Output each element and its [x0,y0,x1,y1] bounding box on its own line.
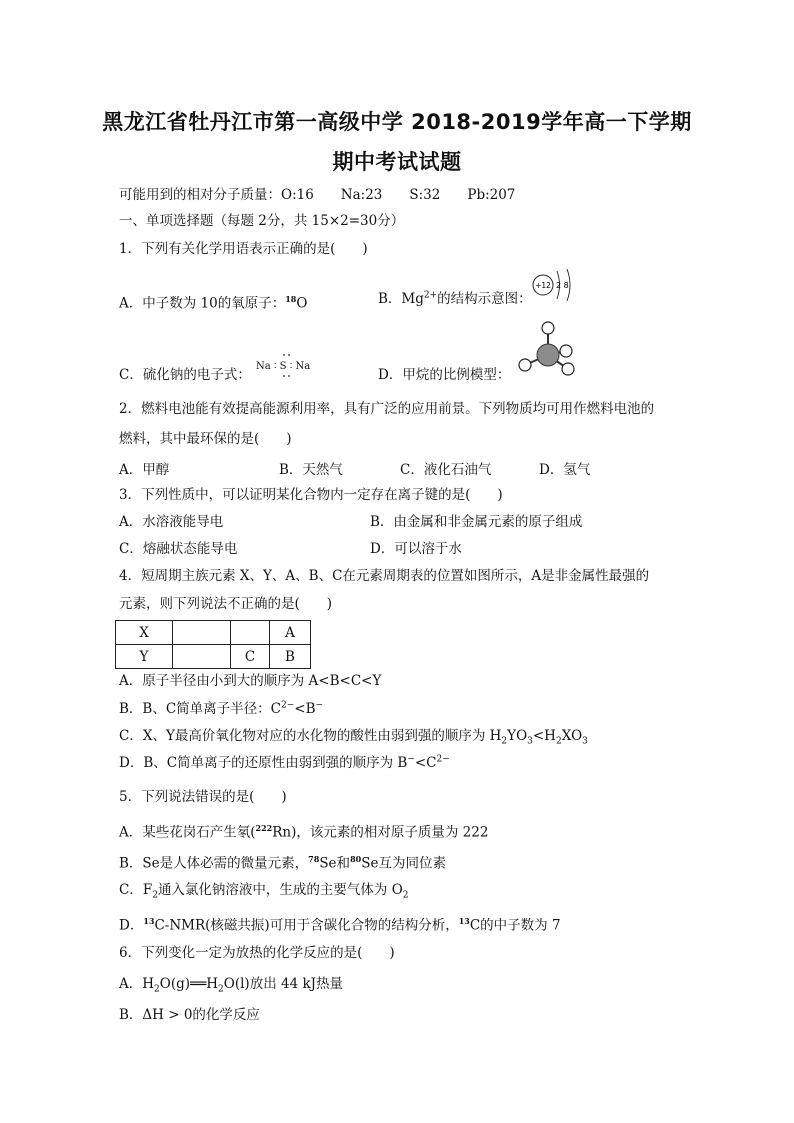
methane-model-image [515,318,580,380]
q5-option-b-mass1: 78 [308,854,320,864]
q6-option-a-post: O(l)放出 44 kJ热量 [223,976,344,992]
q3-stem: 3．下列性质中，可以证明某化合物内一定存在离子键的是( ) [119,487,503,503]
q4-option-c-sub4: 3 [582,736,588,747]
q5-stem: 5．下列说法错误的是( ) [119,789,287,805]
q4-option-b-text: B．B、C简单离子半径：C [119,701,281,717]
grid-cell: X [116,621,173,645]
grid-cell [231,621,270,645]
q4-option-c [119,727,588,745]
mg-electron-shells: 2 8 [556,281,569,290]
q2-option-b: B．天然气 [279,462,343,478]
q5-option-a [119,819,488,842]
q6-stem: 6．下列变化一定为放热的化学反应的是( ) [119,945,395,961]
q1-option-b [378,290,532,308]
na2s-electron-formula: Na ∶ S ∶ Na [256,361,311,372]
q6-option-a-sub2: 2 [218,984,224,995]
q1-option-c-text: C．硫化钠的电子式： [119,367,251,383]
q3-option-a: A．水溶液能导电 [119,514,224,530]
q5-option-a-mass-number: 222 [255,823,273,833]
periodic-table-grid [115,620,311,669]
q1-option-b-charge: 2+ [423,290,438,301]
q4-option-b-mid: <B [294,701,316,717]
q2-option-d: D．氢气 [539,462,591,478]
q1-option-a [119,290,307,313]
q5-option-c-text: C．F [119,882,153,898]
q5-option-d-mass1: 13 [143,916,155,926]
q1-option-c [119,366,251,384]
q2-option-a: A．甲醇 [119,462,170,478]
q5-option-a-text: A．某些花岗石产生氡( [119,824,256,841]
grid-cell: B [270,645,311,669]
grid-cell: Y [116,645,173,669]
q4-option-d-mid: <C [414,755,437,771]
q5-option-b-mass2: 80 [350,854,362,864]
mg-nucleus-charge: +12 [535,281,551,290]
grid-cell: A [270,621,311,645]
q4-option-a: A．原子半径由小到大的顺序为 A<B<C<Y [119,673,382,689]
exam-title-line2: 期中考试试题 [332,150,462,174]
q4-option-b-charge2: − [315,700,324,711]
q5-option-c-sub1: 2 [152,890,158,901]
q4-option-c-mid2: <H [532,728,556,744]
q5-option-d-mass2: 13 [458,916,470,926]
q4-option-b-charge1: 2− [281,700,295,711]
q4-option-d-text: D．B、C简单离子的还原性由弱到强的顺序为 B [119,755,408,771]
mg-ion-structure-diagram [531,265,581,305]
q6-option-a-sub1: 2 [154,984,160,995]
q4-option-d [119,754,450,772]
grid-row [116,621,311,645]
grid-row [116,645,311,669]
q4-option-d-charge2: 2− [436,754,450,765]
q5-option-d-mid: C-NMR(核磁共振)可用于含碳化合物的结构分析， [154,917,459,934]
q1-option-b-tail: 的结构示意图： [437,291,532,307]
q4-option-c-sub1: 2 [501,736,508,747]
q5-option-b [119,850,446,873]
q1-option-d [378,366,510,384]
q4-option-b [119,700,323,718]
q6-option-b: B．ΔH > 0的化学反应 [119,1007,260,1023]
q4-option-c-mid1: YO [507,728,528,744]
q6-option-a-text: A．H [119,976,155,992]
q2-stem-line2: 燃料，其中最环保的是( ) [119,431,292,447]
q5-option-c [119,881,409,899]
q2-stem-line1: 2．燃料电池能有效提高能源利用率，具有广泛的应用前景。下列物质均可用作燃料电池的 [119,401,655,417]
q1-option-a-mass-number: 18 [285,294,297,304]
q1-stem: 1．下列有关化学用语表示正确的是( ) [119,241,368,257]
q5-option-d-post: C的中子数为 7 [469,917,561,934]
q3-option-d: D．可以溶于水 [370,541,462,557]
q5-option-a-post: Rn)，该元素的相对原子质量为 222 [272,824,489,841]
sulfur-lone-pair-dots [280,352,294,382]
q1-option-a-element: O [296,295,308,312]
q5-option-b-post: Se互为同位素 [361,855,446,872]
grid-cell [173,645,231,669]
q4-option-c-sub3: 2 [555,736,562,747]
q4-option-d-charge1: − [407,754,415,765]
grid-cell: C [231,645,270,669]
q3-option-b: B．由金属和非金属元素的原子组成 [370,514,583,530]
atomic-masses: 可能用到的相对分子质量：O:16 Na:23 S:32 Pb:207 [119,187,516,203]
grid-cell [173,621,231,645]
q3-option-c: C．熔融状态能导电 [119,541,238,557]
q5-option-d [119,912,561,935]
q5-option-b-mid: Se和 [319,855,351,872]
q4-option-c-sub2: 3 [527,736,533,747]
q5-option-b-text: B．Se是人体必需的微量元素， [119,855,309,872]
q1-option-a-text: A．中子数为 10的氧原子： [119,295,286,312]
q1-option-b-text: B．Mg [378,291,424,307]
q1-option-d-text: D．甲烷的比例模型： [378,367,511,383]
q4-stem-line1: 4．短周期主族元素 X、Y、A、B、C在元素周期表的位置如图所示，A是非金属性最强的 [119,568,650,584]
q4-option-c-mid3: XO [561,728,583,744]
q5-option-d-text: D． [119,917,144,934]
q6-option-a-mid: O(g)══H [159,976,219,992]
exam-title-line1: 黑龙江省牡丹江市第一高级中学 2018-2019学年高一下学期 [102,110,692,134]
q5-option-c-sub2: 2 [402,890,409,901]
q4-option-c-text: C．X、Y最高价氧化物对应的水化物的酸性由弱到强的顺序为 H [119,728,502,744]
q2-option-c: C．液化石油气 [400,462,492,478]
q4-stem-line2: 元素，则下列说法不正确的是( ) [119,596,333,612]
q5-option-c-mid: 通入氯化钠溶液中，生成的主要气体为 O [157,882,403,898]
q6-option-a [119,975,343,993]
section-heading: 一、单项选择题（每题 2分，共 15×2=30分） [119,213,405,229]
